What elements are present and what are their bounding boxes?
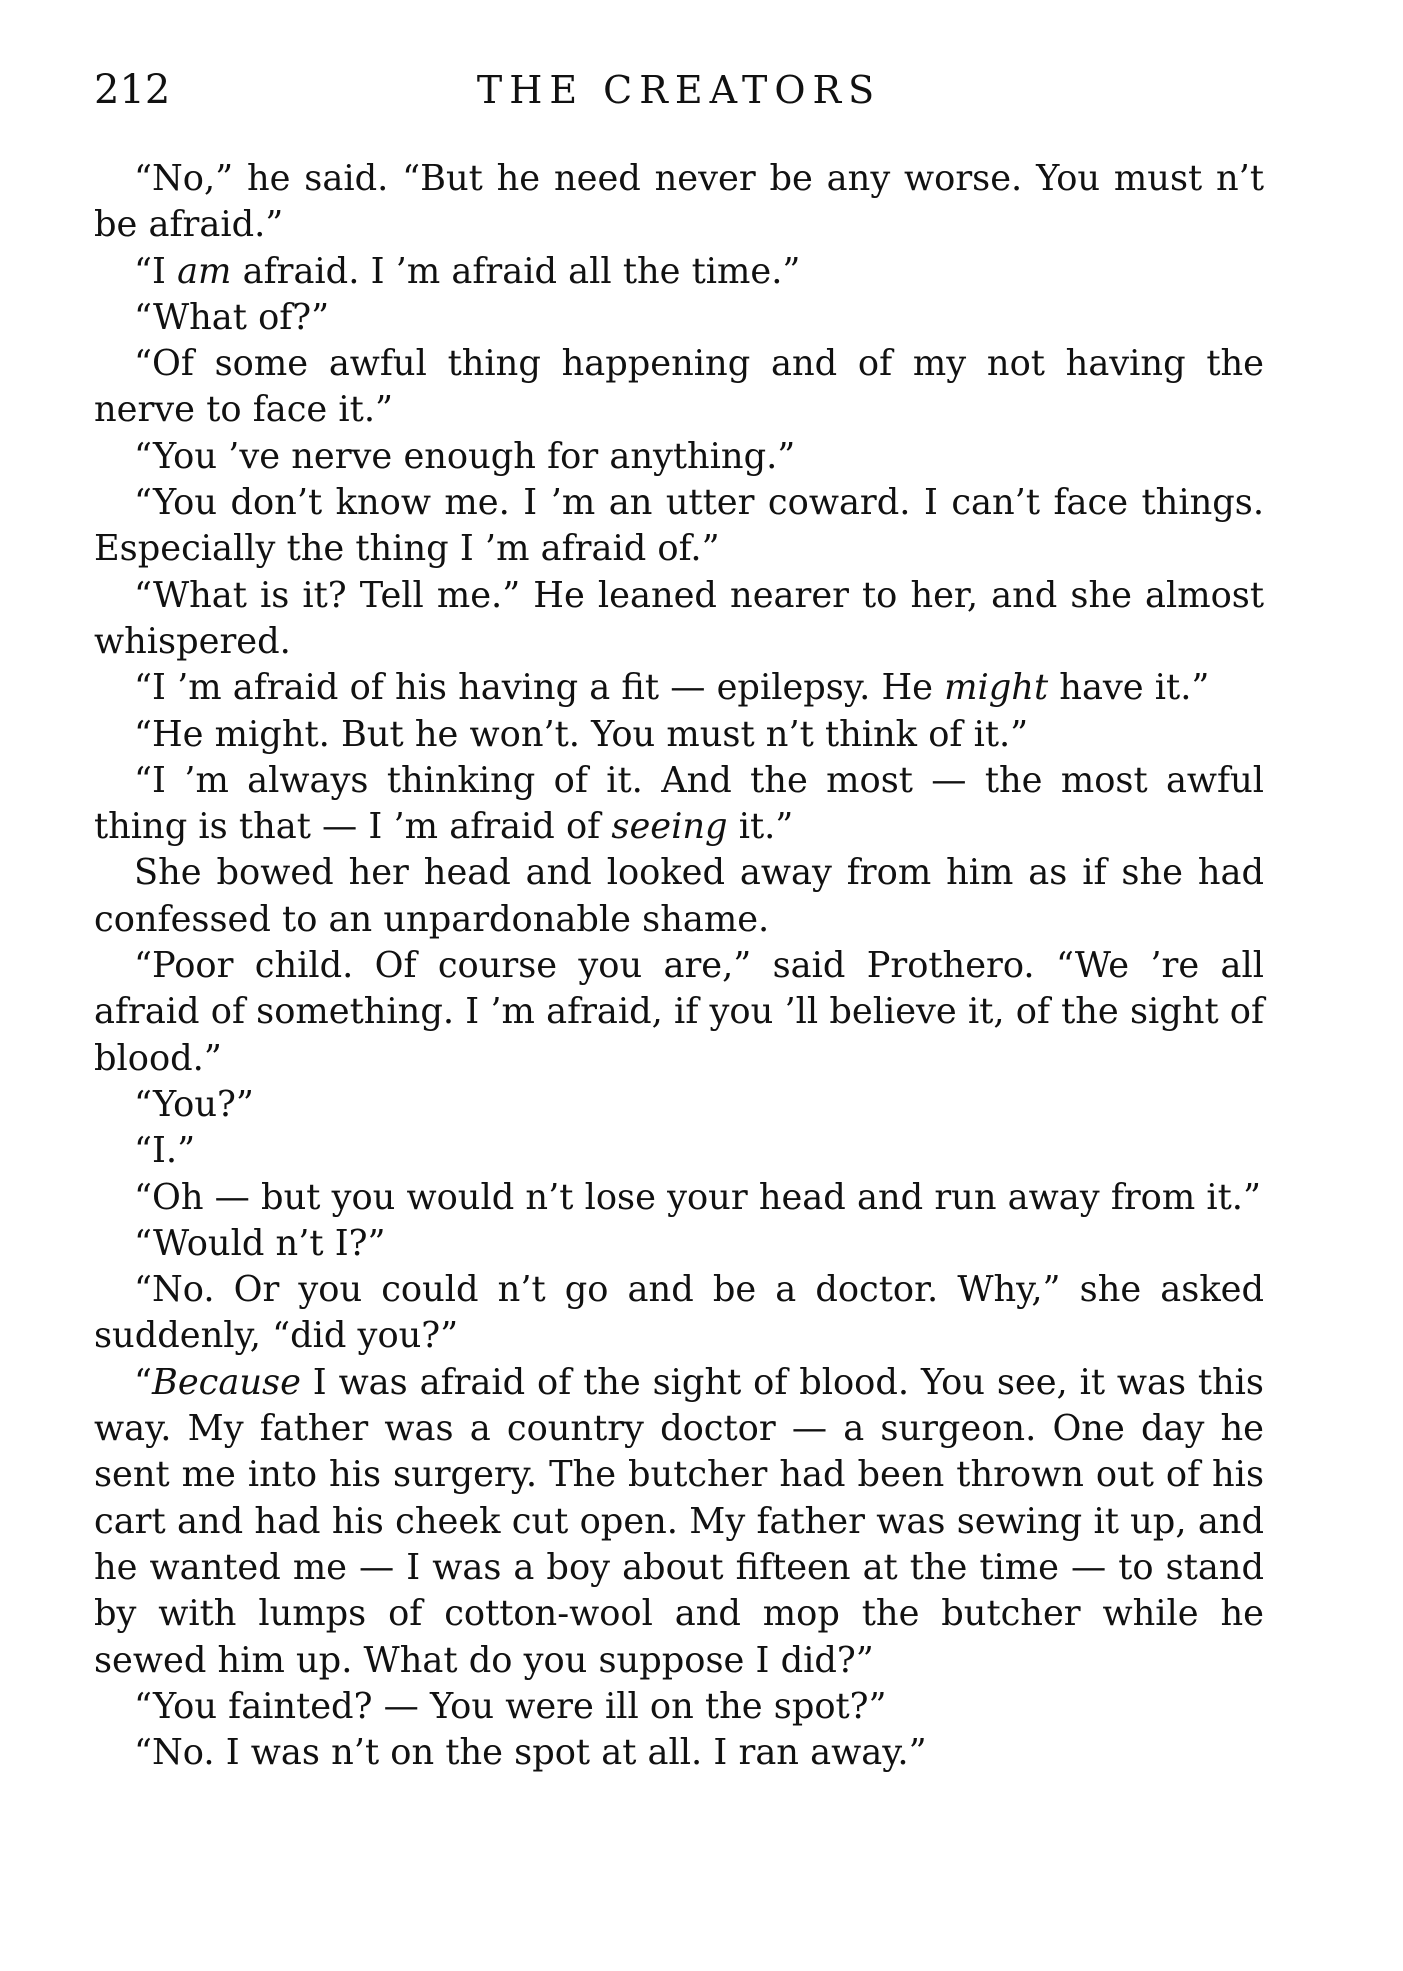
text-run: She bowed her head and looked away from him as if she had confessed to an unpardonable shame. — [94, 852, 1264, 940]
text-run: I was afraid of the sight of blood. You see, it was this way. My father was a country doctor — a surgeon. One day he sent me into his surgery. The butcher had been thrown out of his cart and had his cheek cut open. My father was sewing it up, and he wanted me — I was a boy about fifteen at the time — to stand by with lumps of cotton-wool and mop the butcher while he sewed him up. What do you suppose I did?” — [94, 1361, 1264, 1681]
text-run: “ — [134, 1361, 152, 1403]
text-run: afraid. I ’m afraid all the time.” — [231, 250, 801, 292]
paragraph — [94, 850, 1264, 943]
text-run: “I.” — [134, 1130, 196, 1172]
text-run: have it.” — [1048, 667, 1210, 709]
paragraph — [94, 1221, 1264, 1267]
italic-text: might — [944, 667, 1049, 709]
text-run: “You ’ve nerve enough for anything.” — [134, 435, 796, 477]
paragraph — [94, 1128, 1264, 1174]
text-run: “Would n’t I?” — [134, 1222, 386, 1264]
paragraph — [94, 712, 1264, 758]
text-run: “No. Or you could n’t go and be a doctor. Why,” she asked suddenly, “did you?” — [94, 1269, 1264, 1357]
italic-text: am — [177, 250, 232, 292]
italic-text: seeing — [611, 806, 728, 848]
paragraph — [94, 156, 1264, 249]
italic-text: Because — [152, 1361, 301, 1403]
book-page — [94, 60, 1264, 1776]
text-run: “I — [134, 250, 178, 292]
paragraph — [94, 1082, 1264, 1128]
text-run: “You fainted? — You were ill on the spot?” — [134, 1685, 887, 1727]
paragraph — [94, 1267, 1264, 1360]
text-run: “What of?” — [134, 296, 330, 338]
page-header — [94, 60, 1264, 120]
paragraph — [94, 943, 1264, 1082]
body-text — [94, 156, 1264, 1776]
running-title: THE CREATORS — [476, 68, 882, 112]
text-run: “I ’m always thinking of it. And the most — the most awful thing is that — I ’m afraid of — [94, 759, 1264, 848]
text-run: “What is it? Tell me.” He leaned nearer to her, and she almost whispered. — [94, 574, 1264, 662]
text-run: “Oh — but you would n’t lose your head and run away from it.” — [134, 1176, 1261, 1218]
paragraph — [94, 665, 1264, 711]
text-run: “Of some awful thing happening and of my not having the nerve to face it.” — [94, 343, 1264, 431]
paragraph — [94, 1175, 1264, 1221]
paragraph — [94, 573, 1264, 666]
paragraph — [94, 341, 1264, 434]
paragraph — [94, 1360, 1264, 1684]
page-number: 212 — [94, 67, 171, 113]
paragraph — [94, 1730, 1264, 1776]
text-run: it.” — [727, 806, 794, 848]
text-run: “No. I was n’t on the spot at all. I ran away.” — [134, 1732, 927, 1774]
text-run: “You?” — [134, 1083, 254, 1125]
paragraph — [94, 295, 1264, 341]
text-run: “Poor child. Of course you are,” said Prothero. “We ’re all afraid of something. I ’m afraid, if you ’ll believe it, of the sight of blood.” — [94, 945, 1264, 1079]
text-run: “I ’m afraid of his having a fit — epilepsy. He — [134, 667, 945, 709]
paragraph — [94, 1684, 1264, 1730]
paragraph — [94, 758, 1264, 851]
text-run: “No,” he said. “But he need never be any worse. You must n’t be afraid.” — [94, 158, 1264, 246]
text-run: “You don’t know me. I ’m an utter coward. I can’t face things. Especially the thing I ’m afraid of.” — [94, 482, 1264, 570]
text-run: “He might. But he won’t. You must n’t think of it.” — [134, 713, 1029, 755]
paragraph — [94, 249, 1264, 295]
paragraph — [94, 434, 1264, 480]
paragraph — [94, 480, 1264, 573]
